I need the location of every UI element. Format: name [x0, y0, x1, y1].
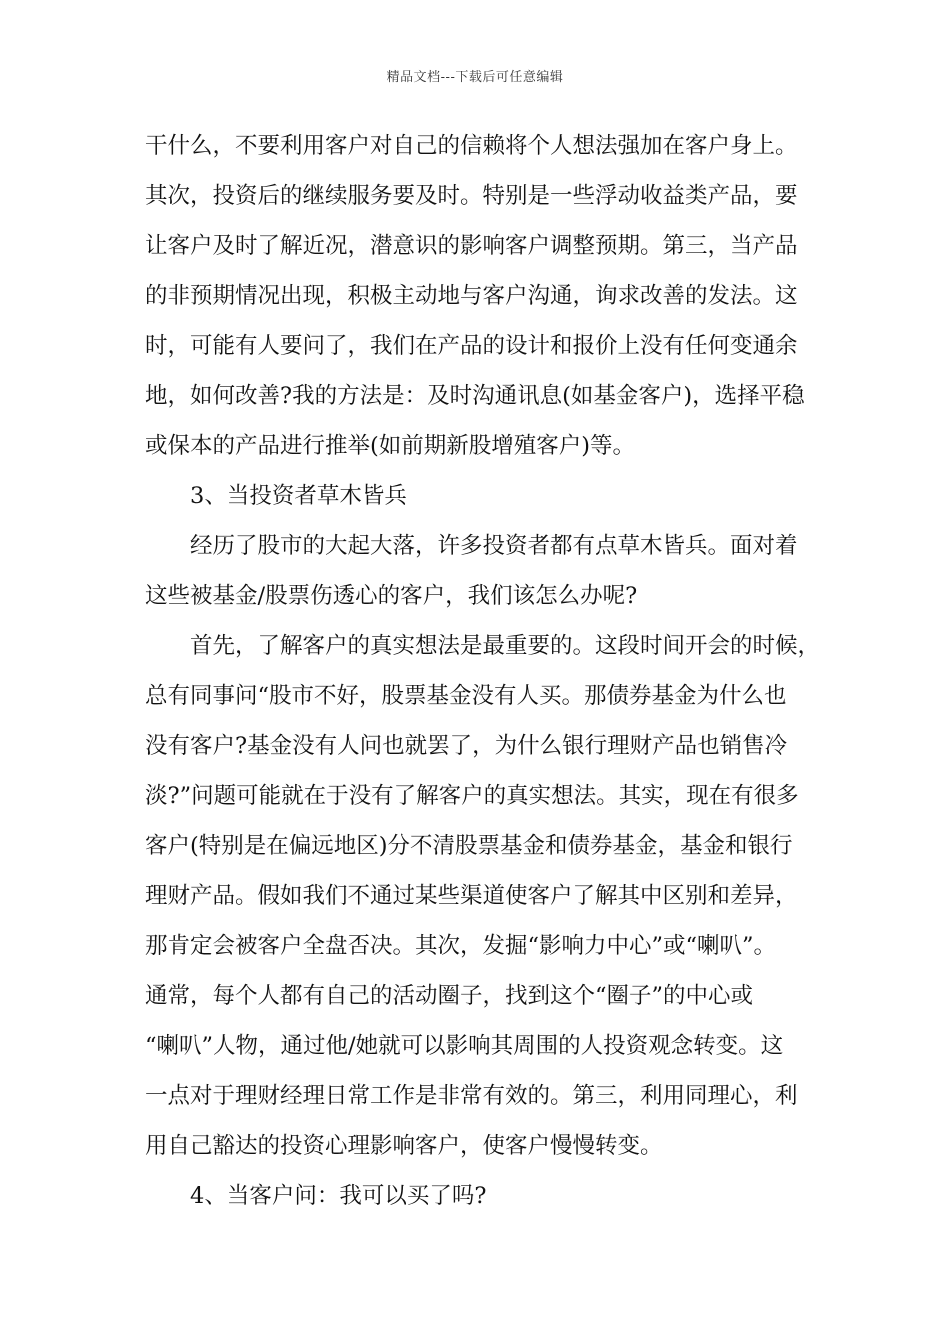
body-text [145, 130, 821, 1230]
text-line: 通常，每个人都有自己的活动圈子，找到这个“圈子”的中心或 [145, 983, 754, 1009]
text-line: 这些被基金/股票伤透心的客户，我们该怎么办呢? [145, 583, 638, 609]
text-line: 经历了股市的大起大落，许多投资者都有点草木皆兵。面对着 [190, 533, 798, 559]
text-line: 用自己豁达的投资心理影响客户，使客户慢慢转变。 [145, 1133, 663, 1159]
text-line: 淡?”问题可能就在于没有了解客户的真实想法。其实，现在有很多 [145, 783, 799, 809]
text-line: 一点对于理财经理日常工作是非常有效的。第三，利用同理心，利 [145, 1083, 798, 1109]
text-line: 那肯定会被客户全盘否决。其次，发掘“影响力中心”或“喇叭”。 [145, 933, 777, 959]
text-line: “喇叭”人物，通过他/她就可以影响其周围的人投资观念转变。这 [145, 1033, 784, 1059]
text-line: 没有客户?基金没有人问也就罢了，为什么银行理财产品也销售冷 [145, 733, 788, 759]
text-line: 理财产品。假如我们不通过某些渠道使客户了解其中区别和差异， [145, 883, 798, 909]
text-line: 其次，投资后的继续服务要及时。特别是一些浮动收益类产品，要 [145, 183, 798, 209]
text-line: 首先，了解客户的真实想法是最重要的。这段时间开会的时候， [190, 633, 821, 659]
page-header: 精品文档---下载后可任意编辑 [386, 70, 564, 85]
text-line: 或保本的产品进行推举(如前期新股增殖客户)等。 [145, 433, 636, 459]
text-line: 客户(特别是在偏远地区)分不清股票基金和债券基金，基金和银行 [145, 833, 793, 859]
text-line: 地，如何改善?我的方法是：及时沟通讯息(如基金客户)，选择平稳 [145, 383, 805, 409]
section-heading: 3、当投资者草木皆兵 [190, 483, 407, 509]
section-heading: 4、当客户问：我可以买了吗? [190, 1183, 487, 1209]
text-line: 的非预期情况出现，积极主动地与客户沟通，询求改善的发法。这 [145, 283, 798, 309]
text-line: 时，可能有人要问了，我们在产品的设计和报价上没有任何变通余 [145, 333, 798, 359]
text-line: 干什么，不要利用客户对自己的信赖将个人想法强加在客户身上。 [145, 133, 798, 159]
text-line: 总有同事问“股市不好，股票基金没有人买。那债券基金为什么也 [145, 683, 787, 709]
text-line: 让客户及时了解近况，潜意识的影响客户调整预期。第三，当产品 [145, 233, 798, 259]
